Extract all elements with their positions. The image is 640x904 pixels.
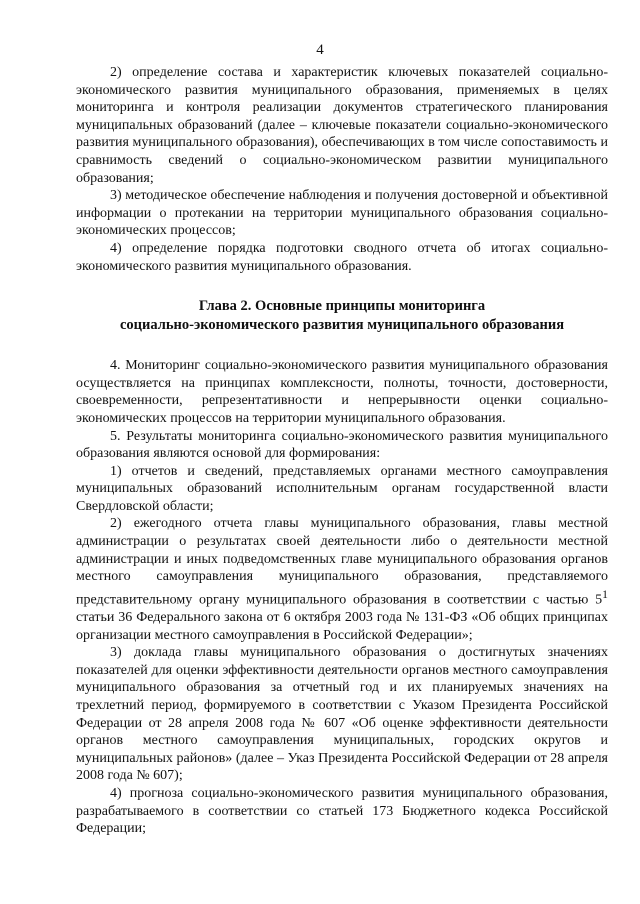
superscript-1: 1 [602, 587, 608, 601]
paragraph-5-item-4: 4) прогноза социально-экономического развития муниципального образования, разрабатываемого в соответствии со статьей 173 Бюджетного кодекса Российской Федерации; [76, 786, 608, 837]
paragraph-5-item-3: 3) доклада главы муниципального образования о достигнутых значениях показателей для оценки эффективности деятельности органов местного самоуправления муниципального образования за отчетный год и их планируемых значениях на трехлетний период, формируемого в соответствии с Указом Президента Российской Федерации от 28 апреля 2008 года № 607 «Об оценке эффективности деятельности органов местного самоуправления муниципальных, городских округов и муниципальных районов» (далее – Указ Президента Российской Федерации от 28 апреля 2008 года № 607); [76, 645, 608, 784]
chapter-heading-line-2: социально-экономического развития муниципального образования [119, 317, 565, 334]
paragraph-4: 4. Мониторинг социально-экономического развития муниципального образования осуществляется на принципах комплексности, полноты, точности, достоверности, своевременности, репрезентативности и непрерывности оценки социально-экономических процессов на территории муниципального образования. [76, 358, 608, 426]
page-number: 4 [316, 42, 324, 58]
paragraph-5: 5. Результаты мониторинга социально-экономического развития муниципального образования являются основой для формирования: [76, 428, 608, 462]
intro-item-4: 4) определение порядка подготовки сводного отчета об итогах социально-экономического развития муниципального образования. [76, 240, 608, 274]
paragraph-5-item-1: 1) отчетов и сведений, представляемых органами местного самоуправления муниципальных образований исполнительным органам государственной власти Свердловской области; [76, 463, 608, 514]
intro-item-2: 2) определение состава и характеристик ключевых показателей социально-экономического развития муниципального образования, применяемых в целях мониторинга и контроля реализации документов стратегического планирования муниципальных образований (далее – ключевые показатели социально-экономического развития муниципального образования), обеспечивающих в том числе сопоставимость и сравнимость сведений о социально-экономическом развитии муниципального образования; [76, 65, 608, 186]
paragraph-5-item-2 [76, 515, 608, 644]
page-content [76, 64, 608, 838]
chapter-heading [76, 297, 608, 335]
chapter-heading-line-1: Глава 2. Основные принципы мониторинга [198, 298, 486, 315]
paragraph-5-item-2-text-a: 2) ежегодного отчета главы муниципального образования, главы местной администрации о результатах своей деятельности либо о деятельности местной администрации и иных подведомственных главе муниципального образования органов местного самоуправления муниципального образования, представляемого представительному органу муниципального образования в соответствии с частью 5 [76, 516, 608, 608]
intro-item-3: 3) методическое обеспечение наблюдения и получения достоверной и объективной информации о протекании на территории муниципального образования социально-экономических процессов; [76, 188, 608, 239]
paragraph-5-item-2-text-b: статьи 36 Федерального закона от 6 октября 2003 года № 131-ФЗ «Об общих принципах организации местного самоуправления в Российской Федерации»; [76, 610, 608, 643]
